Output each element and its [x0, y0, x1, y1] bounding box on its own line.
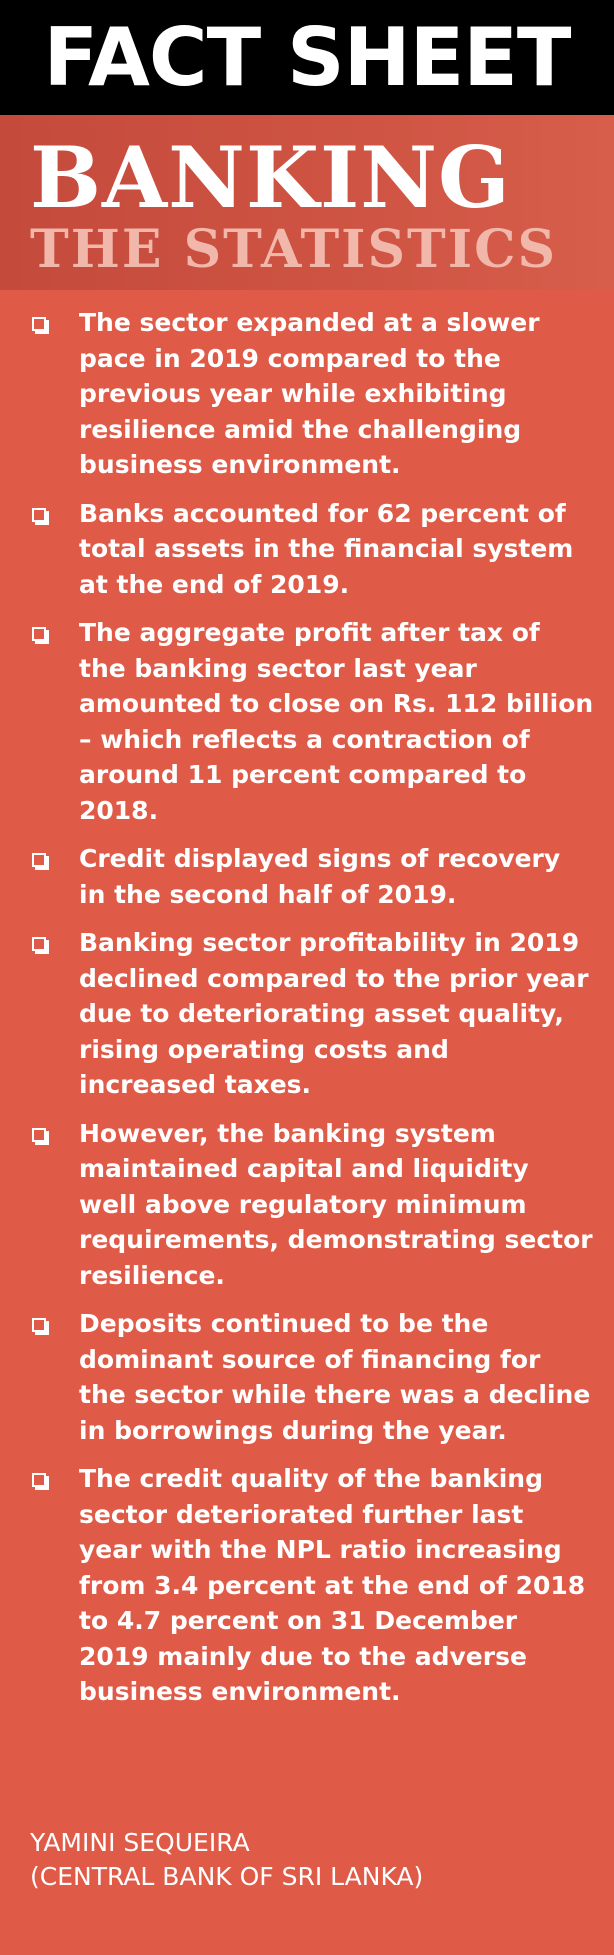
list-item	[0, 925, 614, 1103]
checkbox-bullet-icon	[32, 1128, 46, 1142]
fact-sheet-label: FACT SHEET	[43, 11, 571, 104]
byline	[30, 1826, 590, 1894]
byline-author: YAMINI SEQUEIRA	[30, 1828, 250, 1857]
list-item	[0, 496, 614, 603]
checkbox-bullet-icon	[32, 1473, 46, 1487]
page-title: BANKING	[30, 128, 511, 227]
page-subtitle: THE STATISTICS	[30, 219, 558, 280]
checkbox-bullet-icon	[32, 627, 46, 641]
fact-text: Banks accounted for 62 percent of total assets in the financial system at the end of 2019.	[79, 498, 574, 599]
fact-text: However, the banking system maintained capital and liquidity well above regulatory minimum requirements, demonstrating sector resilience.	[79, 1118, 593, 1290]
checkbox-bullet-icon	[32, 508, 46, 522]
byline-source: (CENTRAL BANK OF SRI LANKA)	[30, 1862, 424, 1891]
list-item	[0, 841, 614, 912]
fact-text: Deposits continued to be the dominant source of financing for the sector while there was a decline in borrowings during the year.	[79, 1309, 591, 1445]
fact-text: Banking sector profitability in 2019 declined compared to the prior year due to deteriorating asset quality, rising operating costs and increased taxes.	[79, 928, 589, 1099]
fact-text: The credit quality of the banking sector deteriorated further last year with the NPL ratio increasing from 3.4 percent at the end of 2018 to 4.7 percent on 31 December 2019 mainly due to the adverse business environment.	[79, 1464, 586, 1706]
list-item	[0, 1116, 614, 1294]
checkbox-bullet-icon	[32, 937, 46, 951]
fact-text: Credit displayed signs of recovery in the second half of 2019.	[79, 844, 561, 909]
fact-text: The sector expanded at a slower pace in 2019 compared to the previous year while exhibiting resilience amid the challenging business environment.	[79, 308, 540, 479]
list-item	[0, 1461, 614, 1710]
checkbox-bullet-icon	[32, 853, 46, 867]
fact-sheet-banner	[0, 0, 614, 115]
list-item	[0, 305, 614, 483]
fact-text: The aggregate profit after tax of the banking sector last year amounted to close on Rs. 112 billion – which reflects a contraction of around 11 percent compared to 2018.	[79, 618, 594, 825]
checkbox-bullet-icon	[32, 1318, 46, 1332]
list-item	[0, 615, 614, 828]
list-item	[0, 1306, 614, 1448]
checkbox-bullet-icon	[32, 317, 46, 331]
fact-list	[0, 305, 614, 1723]
